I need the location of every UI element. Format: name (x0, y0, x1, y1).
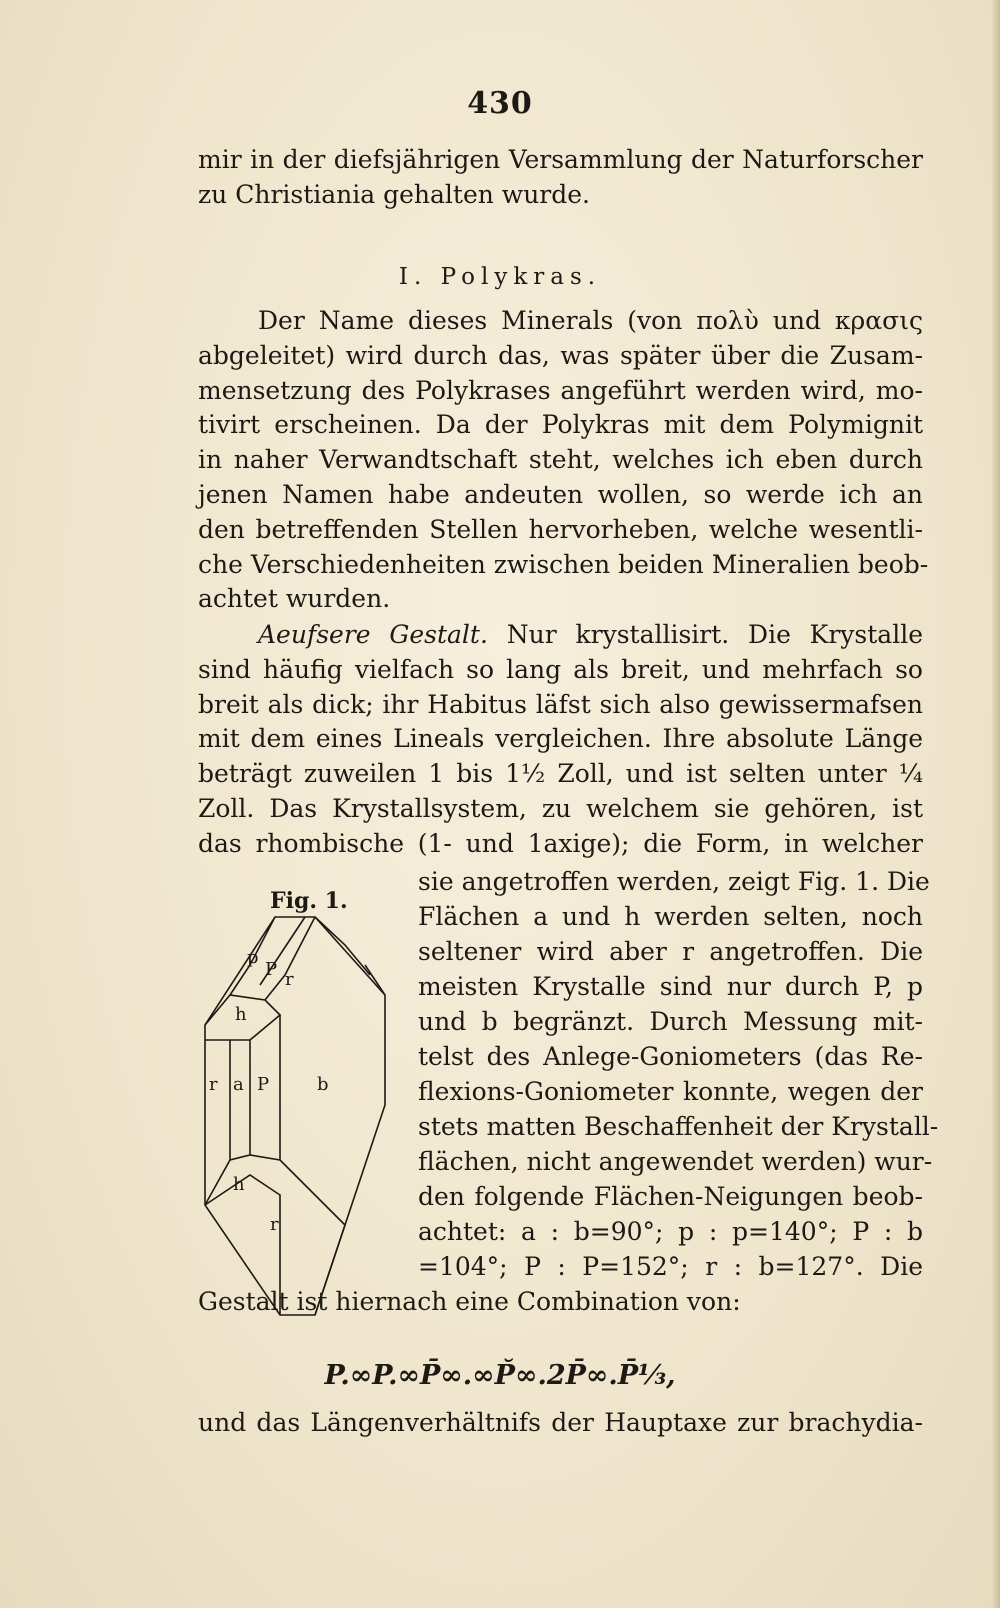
label-h-upper: h (235, 1004, 247, 1025)
paragraph-2 (198, 618, 923, 862)
text-line: =104°; P : P=152°; r : b=127°. Die (418, 1252, 923, 1281)
label-b-face: b (317, 1074, 329, 1095)
text-line: mir in der diefsjährigen Versammlung der Naturforscher (198, 145, 923, 174)
text-line: flexions-Goniometer konnte, wegen der (418, 1077, 923, 1106)
crystal-formula: P.∞P.∞P̄∞.∞P̆∞.2P̄∞.P̄⅓, (324, 1360, 676, 1391)
text-line: sie angetroffen werden, zeigt Fig. 1. Die (418, 867, 930, 896)
text-line: achtet wurden. (198, 584, 391, 614)
label-p-face: P (257, 1074, 270, 1095)
text-line: den folgende Flächen-Neigungen beob- (418, 1182, 923, 1211)
text-line: sind häufig vielfach so lang als breit, und mehrfach so (198, 654, 923, 684)
text-line: flächen, nicht angewendet werden) wur- (418, 1147, 933, 1176)
text-line: Gestalt ist hiernach eine Combination von: (198, 1287, 741, 1316)
text-line: jenen Namen habe andeuten wollen, so werde ich an (198, 479, 923, 509)
text-line: Der Name dieses Minerals (von πολὺ und κρασις (258, 306, 923, 335)
text-line: Flächen a und h werden selten, noch (418, 902, 923, 931)
subheading: Aeufsere Gestalt. (258, 620, 488, 649)
text-line: Zoll. Das Krystallsystem, zu welchem sie gehören, ist (198, 793, 923, 823)
label-r-top: r (285, 969, 294, 990)
text-line: und das Längenverhältnifs der Hauptaxe zur brachydia- (198, 1408, 923, 1437)
bottom-text (198, 1405, 923, 1440)
intro-text (198, 143, 923, 213)
text-line: telst des Anlege-Goniometers (das Re- (418, 1042, 923, 1071)
text-line: abgeleitet) wird durch das, was später über die Zusam- (198, 340, 923, 370)
label-h-lower: h (233, 1174, 245, 1195)
figure-side-column (418, 864, 939, 1284)
text-line: tivirt erscheinen. Da der Polykras mit dem Polymignit (198, 410, 923, 440)
text-line: breit als dick; ihr Habitus läfst sich also gewissermafsen (198, 689, 923, 719)
after-figure-text (198, 1285, 923, 1320)
label-a-face: a (233, 1074, 244, 1095)
label-p-top: p (247, 947, 259, 968)
paragraph-1 (198, 304, 929, 617)
crystal-outline (205, 917, 385, 1315)
text-line: in naher Verwandtschaft steht, welches ich eben durch (198, 445, 923, 475)
text-line: achtet: a : b=90°; p : p=140°; P : b (418, 1217, 923, 1246)
text-line: stets matten Beschaffenheit der Krystall- (418, 1112, 939, 1141)
text-line: und b begränzt. Durch Messung mit- (418, 1007, 923, 1036)
text-line: das rhombische (1- und 1axige); die Form, in welcher (198, 828, 923, 858)
text-line: zu Christiania gehalten wurde. (198, 179, 591, 209)
section-title: I. Polykras. (398, 264, 602, 290)
text-line: mensetzung des Polykrases angeführt werden wird, mo- (198, 375, 923, 405)
label-p-left: P (265, 959, 278, 980)
crystal-figure (195, 905, 405, 1325)
text-line: seltener wird aber r angetroffen. Die (418, 937, 923, 966)
label-r-bottom: r (270, 1214, 279, 1235)
figure-caption: Fig. 1. (270, 888, 348, 914)
text-line: mit dem eines Lineals vergleichen. Ihre absolute Länge (198, 724, 923, 754)
text-line (198, 618, 923, 653)
page-number: 430 (467, 86, 533, 121)
text-line: den betreffenden Stellen hervorheben, welche wesentli- (198, 514, 923, 544)
text-fragment: Nur krystallisirt. Die Krystalle (506, 620, 923, 649)
label-r-side: r (209, 1074, 218, 1095)
text-line: beträgt zuweilen 1 bis 1½ Zoll, und ist selten unter ¼ (198, 759, 923, 789)
text-line: meisten Krystalle sind nur durch P, p (418, 972, 923, 1001)
text-line: che Verschiedenheiten zwischen beiden Mineralien beob- (198, 549, 929, 579)
